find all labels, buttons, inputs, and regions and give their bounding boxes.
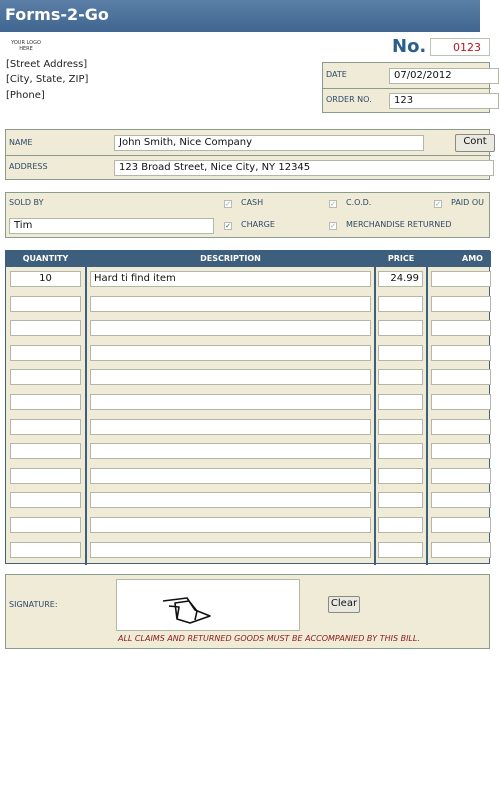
- price-header: PRICE: [376, 251, 426, 267]
- quantity-header: QUANTITY: [6, 251, 85, 267]
- quantity-cell[interactable]: [10, 443, 81, 459]
- quantity-cell[interactable]: [10, 468, 81, 484]
- price-cell[interactable]: [378, 517, 423, 533]
- price-cell[interactable]: [378, 296, 423, 312]
- items-table: [5, 250, 490, 564]
- invoice-number-field[interactable]: 0123: [430, 38, 490, 56]
- order-number-label: ORDER NO.: [326, 95, 372, 104]
- amount-cell[interactable]: [431, 542, 491, 558]
- amount-cell[interactable]: [431, 419, 491, 435]
- amount-cell[interactable]: [431, 517, 491, 533]
- description-cell[interactable]: [90, 517, 371, 533]
- city-state-zip: [City, State, ZIP]: [6, 74, 89, 85]
- amount-cell[interactable]: [431, 468, 491, 484]
- clear-signature-button[interactable]: Clear: [328, 596, 360, 613]
- sale-panel: [5, 192, 490, 238]
- description-cell[interactable]: [90, 394, 371, 410]
- amount-cell[interactable]: [431, 369, 491, 385]
- phone: [Phone]: [6, 90, 45, 101]
- date-field[interactable]: 07/02/2012: [389, 68, 499, 84]
- description-cell[interactable]: Hard ti find item: [90, 271, 371, 287]
- quantity-cell[interactable]: [10, 492, 81, 508]
- signature-label: SIGNATURE:: [9, 600, 58, 609]
- app-title: Forms-2-Go: [5, 5, 109, 24]
- description-cell[interactable]: [90, 296, 371, 312]
- quantity-cell[interactable]: [10, 517, 81, 533]
- address-label: ADDRESS: [9, 162, 48, 171]
- price-cell[interactable]: [378, 369, 423, 385]
- quantity-cell[interactable]: 10: [10, 271, 81, 287]
- signature-pad[interactable]: [116, 579, 300, 631]
- quantity-cell[interactable]: [10, 542, 81, 558]
- contacts-button[interactable]: Cont: [455, 134, 495, 152]
- invoice-number-label: No.: [392, 36, 427, 57]
- quantity-cell[interactable]: [10, 345, 81, 361]
- date-label: DATE: [326, 70, 347, 79]
- description-cell[interactable]: [90, 443, 371, 459]
- price-cell[interactable]: [378, 542, 423, 558]
- quantity-cell[interactable]: [10, 394, 81, 410]
- price-cell[interactable]: [378, 419, 423, 435]
- price-cell[interactable]: [378, 468, 423, 484]
- claims-note: ALL CLAIMS AND RETURNED GOODS MUST BE ACCOMPANIED BY THIS BILL.: [118, 634, 420, 643]
- description-cell[interactable]: [90, 369, 371, 385]
- description-cell[interactable]: [90, 419, 371, 435]
- price-cell[interactable]: [378, 345, 423, 361]
- paid-out-checkbox[interactable]: ✓: [435, 200, 441, 208]
- cod-label: C.O.D.: [346, 198, 372, 207]
- amount-cell[interactable]: [431, 492, 491, 508]
- amount-cell[interactable]: [431, 271, 491, 287]
- merchandise-returned-label: MERCHANDISE RETURNED: [346, 220, 452, 229]
- signature-stroke: [117, 580, 299, 630]
- description-cell[interactable]: [90, 492, 371, 508]
- name-field[interactable]: John Smith, Nice Company: [114, 135, 424, 151]
- merchandise-returned-checkbox[interactable]: ✓: [330, 222, 336, 230]
- price-cell[interactable]: [378, 443, 423, 459]
- amount-cell[interactable]: [431, 296, 491, 312]
- amount-header: AMO: [428, 251, 491, 267]
- price-cell[interactable]: 24.99: [378, 271, 423, 287]
- amount-cell[interactable]: [431, 320, 491, 336]
- description-cell[interactable]: [90, 542, 371, 558]
- price-cell[interactable]: [378, 394, 423, 410]
- quantity-cell[interactable]: [10, 296, 81, 312]
- price-cell[interactable]: [378, 320, 423, 336]
- customer-panel: [5, 129, 490, 180]
- amount-cell[interactable]: [431, 394, 491, 410]
- description-cell[interactable]: [90, 320, 371, 336]
- description-cell[interactable]: [90, 468, 371, 484]
- cash-checkbox[interactable]: ✓: [225, 200, 231, 208]
- amount-cell[interactable]: [431, 345, 491, 361]
- charge-checkbox[interactable]: ✓: [225, 222, 231, 230]
- street-address: [Street Address]: [6, 59, 88, 70]
- description-header: DESCRIPTION: [87, 251, 374, 267]
- paid-out-label: PAID OU: [451, 198, 484, 207]
- order-number-field[interactable]: 123: [389, 93, 499, 109]
- date-order-panel: [322, 62, 490, 113]
- logo-placeholder: YOUR LOGO HERE: [11, 40, 41, 52]
- sold-by-field[interactable]: Tim: [9, 218, 214, 234]
- cod-checkbox[interactable]: ✓: [330, 200, 336, 208]
- price-cell[interactable]: [378, 492, 423, 508]
- charge-label: CHARGE: [241, 220, 275, 229]
- address-field[interactable]: 123 Broad Street, Nice City, NY 12345: [114, 160, 494, 176]
- quantity-cell[interactable]: [10, 419, 81, 435]
- quantity-cell[interactable]: [10, 320, 81, 336]
- name-label: NAME: [9, 138, 33, 147]
- title-bar: [0, 0, 480, 32]
- sold-by-label: SOLD BY: [9, 198, 44, 207]
- cash-label: CASH: [241, 198, 264, 207]
- amount-cell[interactable]: [431, 443, 491, 459]
- quantity-cell[interactable]: [10, 369, 81, 385]
- description-cell[interactable]: [90, 345, 371, 361]
